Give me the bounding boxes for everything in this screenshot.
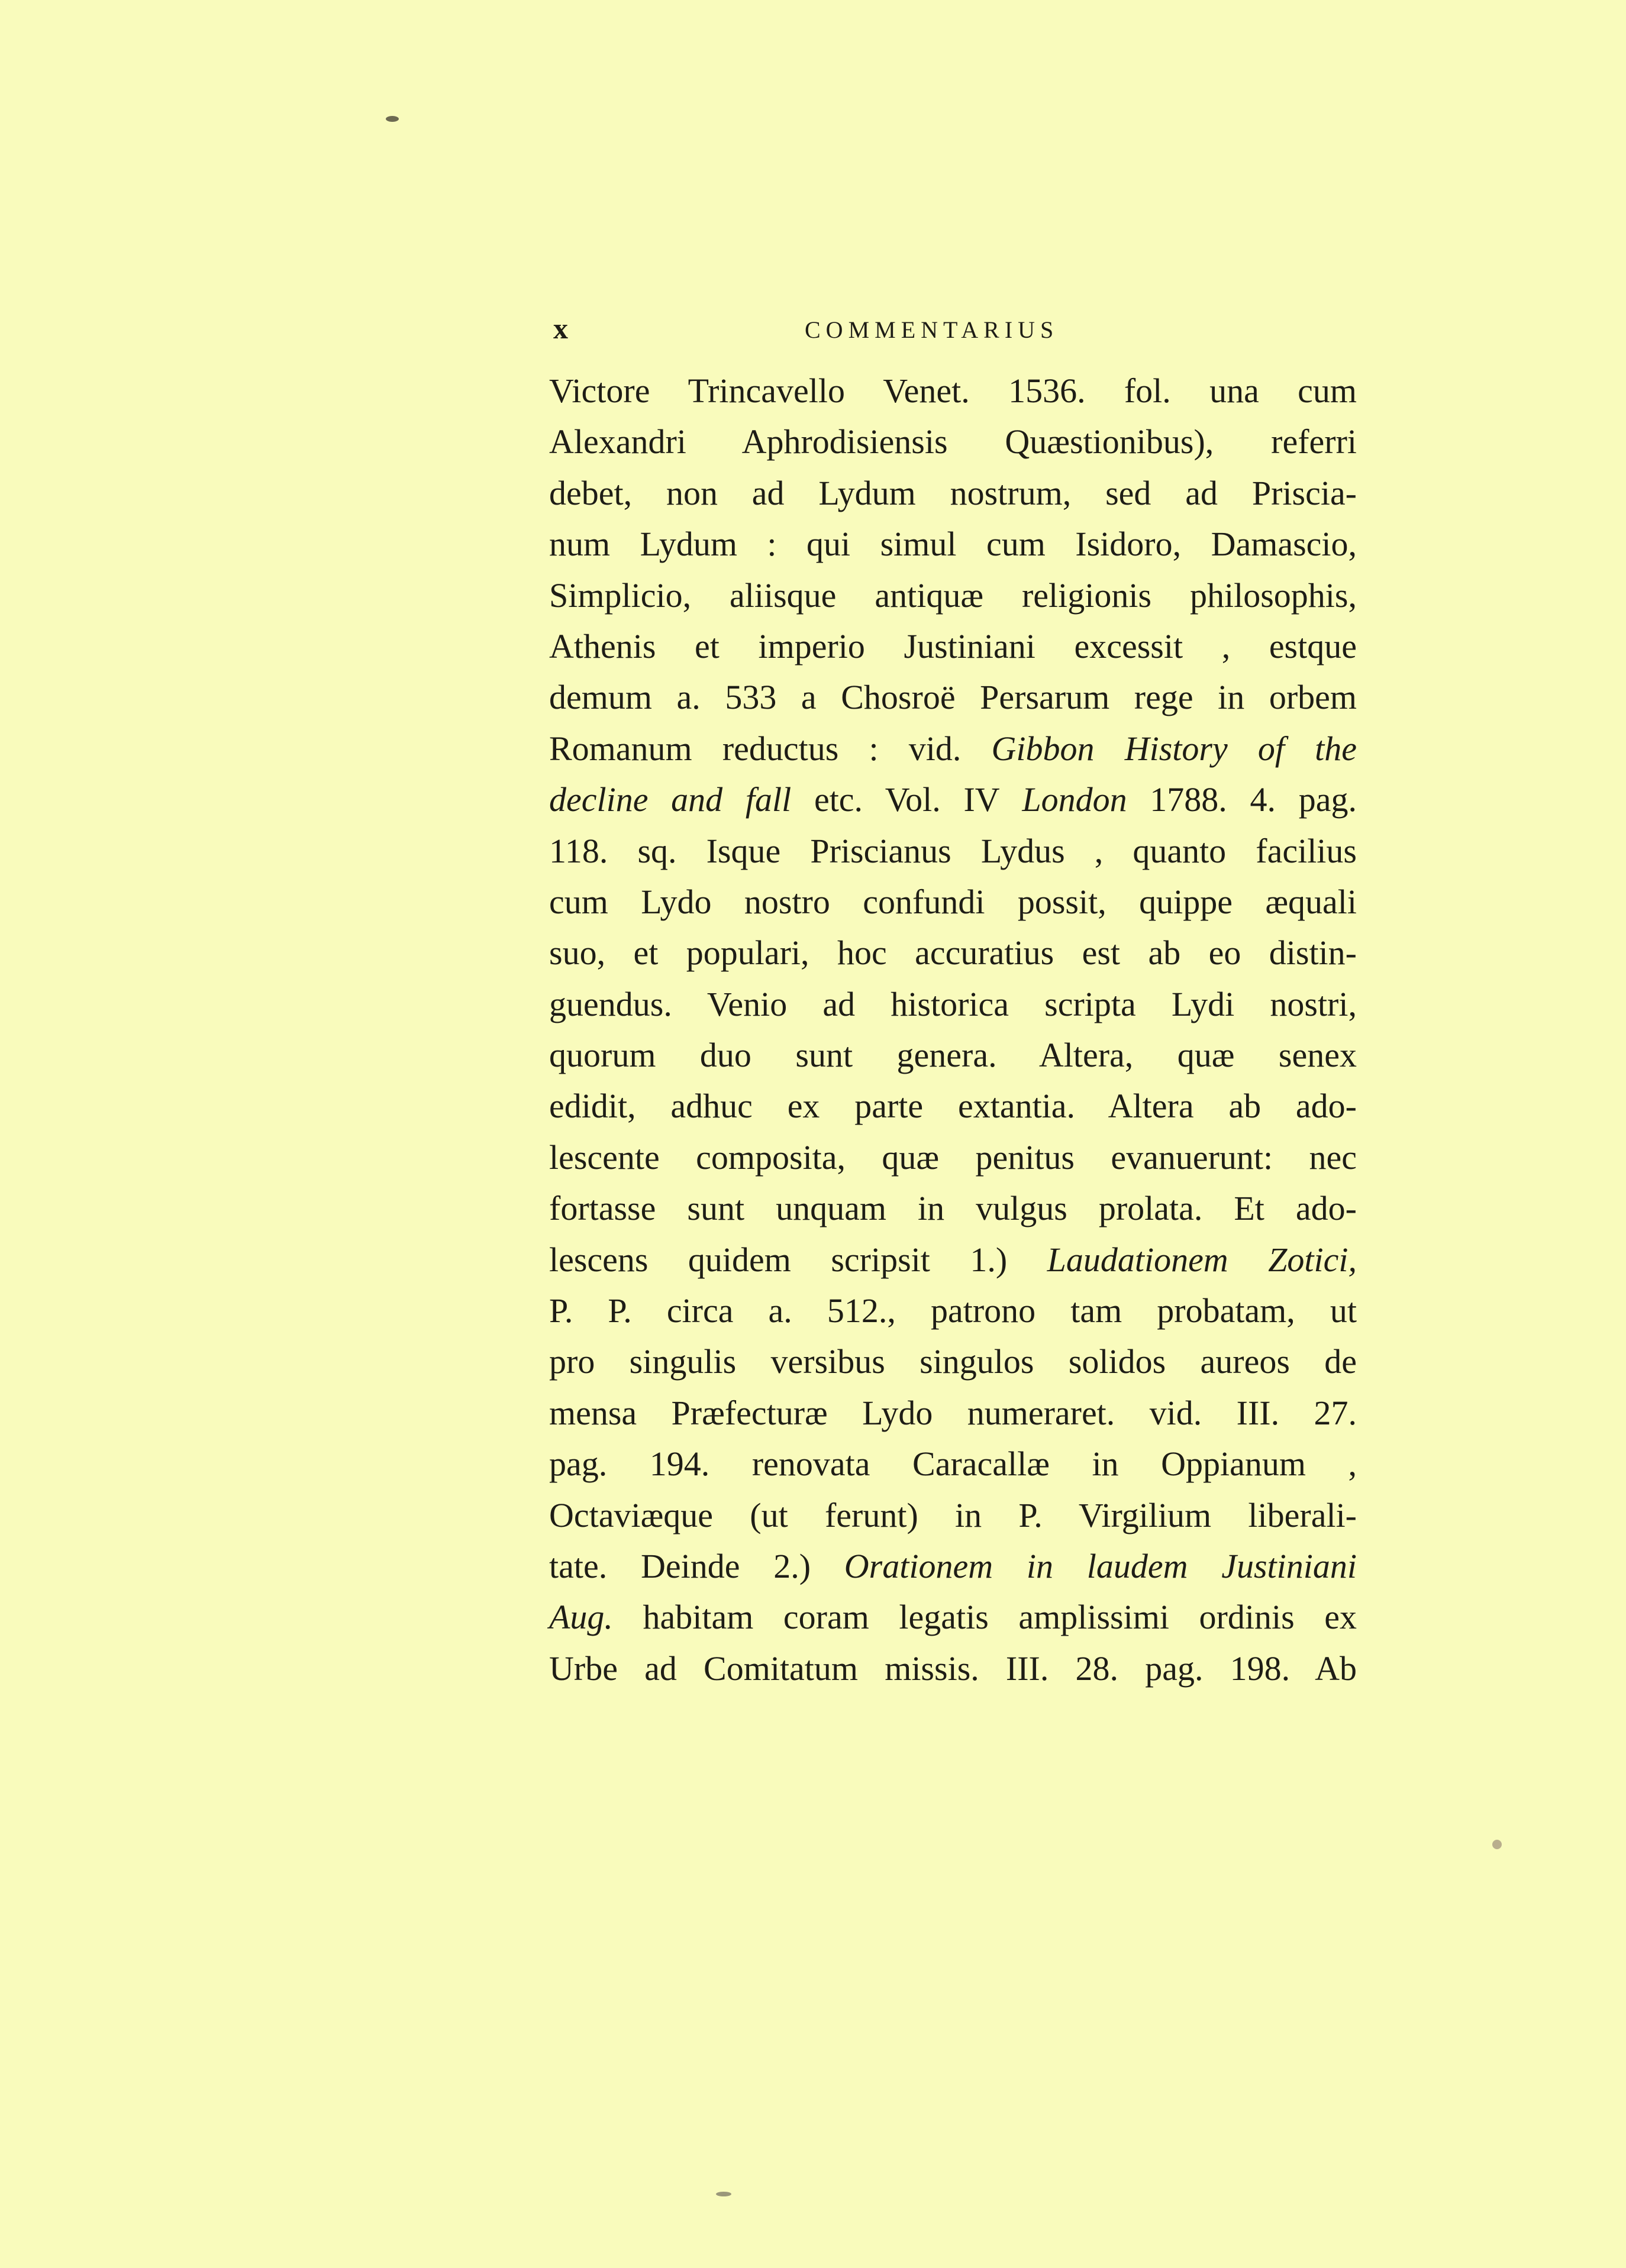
text-segment: Victore Trincavello Venet. 1536. fol. una cum: [549, 371, 1357, 410]
text-line: [549, 1592, 1357, 1643]
text-line: [549, 723, 1357, 774]
text-segment: Urbe ad Comitatum missis. III. 28. pag. 198. Ab: [549, 1649, 1357, 1688]
text-line: [549, 1439, 1357, 1490]
text-line: [549, 1081, 1357, 1132]
text-segment: 1788. 4. pag.: [1127, 780, 1357, 819]
text-segment: P. P. circa a. 512., patrono tam probatam, ut: [549, 1291, 1357, 1330]
text-segment: mensa Præfecturæ Lydo numeraret. vid. III. 27.: [549, 1393, 1357, 1432]
italic-text: Laudationem Zotici,: [1047, 1240, 1357, 1279]
text-segment: guendus. Venio ad historica scripta Lydi nostri,: [549, 984, 1357, 1023]
page-header: [547, 308, 1352, 349]
text-segment: quorum duo sunt genera. Altera, quæ senex: [549, 1036, 1357, 1075]
text-line: [549, 1235, 1357, 1285]
text-segment: cum Lydo nostro confundi possit, quippe æquali: [549, 882, 1357, 921]
text-line: [549, 979, 1357, 1030]
text-segment: fortasse sunt unquam in vulgus prolata. Et ado-: [549, 1189, 1357, 1228]
text-line: [549, 1643, 1357, 1694]
ink-speck: [716, 2192, 731, 2196]
text-segment: lescens quidem scripsit 1.): [549, 1240, 1047, 1279]
text-line: [549, 1336, 1357, 1387]
text-line: [549, 519, 1357, 570]
text-segment: demum a. 533 a Chosroë Persarum rege in orbem: [549, 678, 1357, 717]
text-segment: Athenis et imperio Justiniani excessit , estque: [549, 626, 1357, 665]
text-segment: Octaviæque (ut ferunt) in P. Virgilium liberali-: [549, 1495, 1357, 1534]
text-line: [549, 468, 1357, 519]
text-line: [549, 621, 1357, 672]
text-line: [549, 1388, 1357, 1439]
italic-text: Gibbon History of the: [991, 729, 1357, 768]
text-line: [549, 570, 1357, 621]
italic-text: decline and fall: [549, 780, 792, 819]
text-segment: num Lydum : qui simul cum Isidoro, Damascio,: [549, 525, 1357, 564]
text-segment: pag. 194. renovata Caracallæ in Oppianum ,: [549, 1445, 1357, 1484]
text-line: [549, 366, 1357, 416]
text-segment: tate. Deinde 2.): [549, 1546, 844, 1585]
text-segment: suo, et populari, hoc accuratius est ab eo distin-: [549, 933, 1357, 973]
ink-speck: [1492, 1840, 1502, 1849]
text-segment: Simplicio, aliisque antiquæ religionis philosophis,: [549, 576, 1357, 615]
text-segment: lescente composita, quæ penitus evanuerunt: nec: [549, 1138, 1357, 1177]
text-segment: etc. Vol. IV: [791, 780, 1022, 819]
text-line: [549, 774, 1357, 825]
running-head: COMMENTARIUS: [805, 316, 1059, 343]
text-line: [549, 416, 1357, 467]
text-line: [549, 1183, 1357, 1234]
italic-text: Orationem in laudem Justiniani: [844, 1546, 1357, 1585]
text-segment: 118. sq. Isque Priscianus Lydus , quanto facilius: [549, 831, 1357, 870]
text-line: [549, 1541, 1357, 1592]
body-text: [549, 366, 1357, 1694]
text-line: [549, 826, 1357, 877]
text-line: [549, 928, 1357, 978]
text-segment: pro singulis versibus singulos solidos aureos de: [549, 1342, 1357, 1381]
ink-speck: [386, 116, 399, 122]
text-line: [549, 672, 1357, 723]
italic-text: London: [1022, 780, 1127, 819]
text-segment: Romanum reductus : vid.: [549, 729, 992, 768]
text-segment: debet, non ad Lydum nostrum, sed ad Priscia-: [549, 473, 1357, 512]
text-segment: habitam coram legatis amplissimi ordinis ex: [612, 1598, 1357, 1637]
text-line: [549, 877, 1357, 928]
italic-text: Aug.: [549, 1598, 613, 1637]
text-segment: edidit, adhuc ex parte extantia. Altera ab ado-: [549, 1087, 1357, 1126]
text-line: [549, 1030, 1357, 1081]
text-line: [549, 1132, 1357, 1183]
text-line: [549, 1490, 1357, 1541]
text-line: [549, 1285, 1357, 1336]
page-number: x: [553, 312, 569, 345]
text-segment: Alexandri Aphrodisiensis Quæstionibus), referri: [549, 422, 1357, 461]
